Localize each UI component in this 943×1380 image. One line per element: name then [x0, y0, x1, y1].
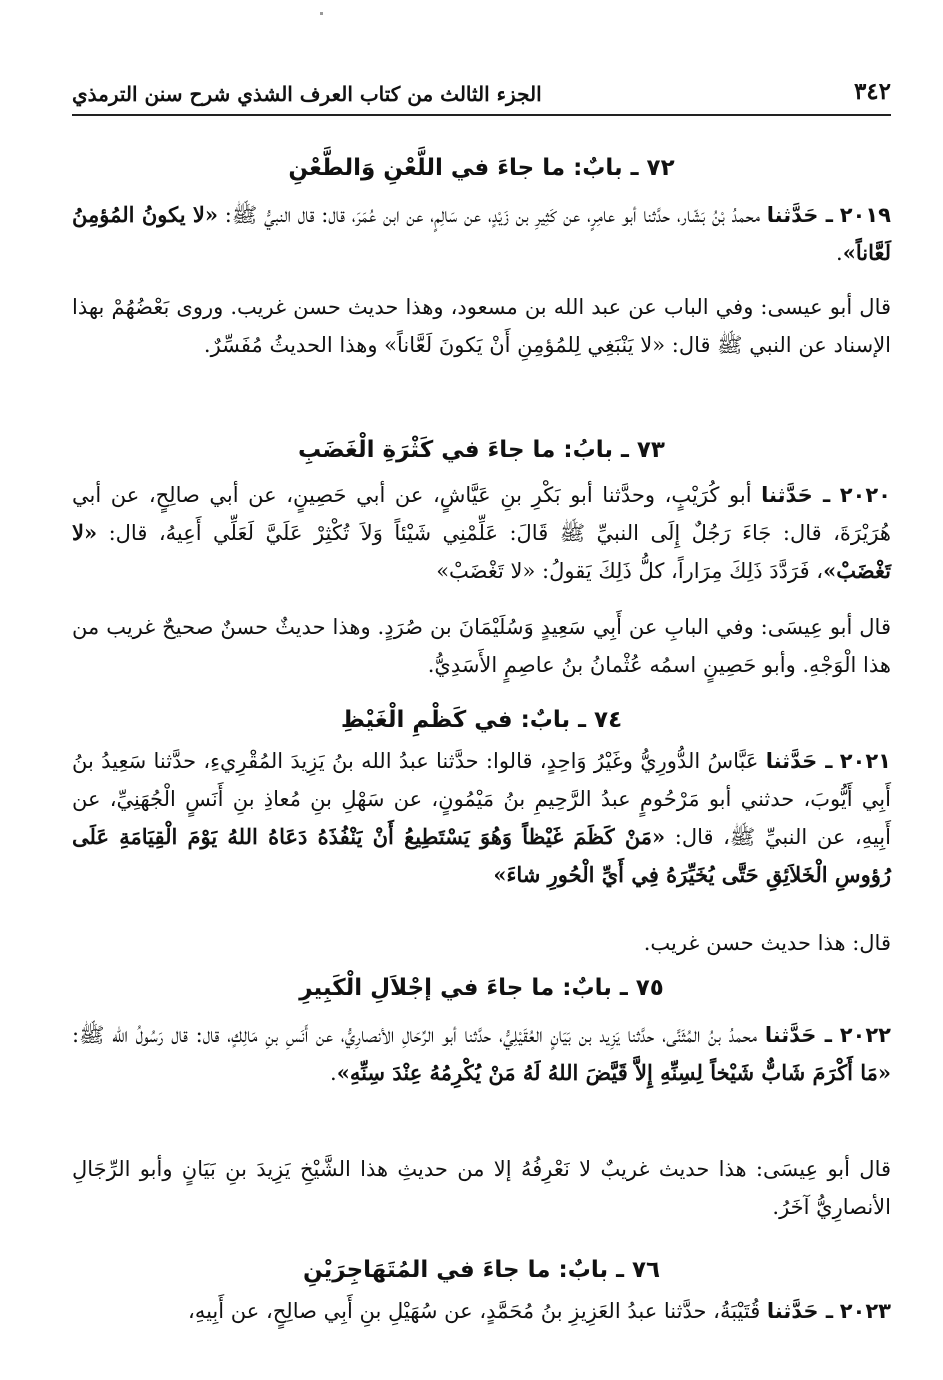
hadith-number: ٢٠٢١	[839, 749, 892, 773]
hadith-paragraph	[72, 1016, 891, 1092]
commentary-paragraph: قال أبو عيسى: وفي الباب عن عبد الله بن مسعود، وهذا حديث حسن غريب. وروى بَعْضُهُمْ بهذا الإسناد عن النبي ﷺ قال: «لا يَنْبَغِي لِلمُؤمِنِ أَنْ يَكونَ لَعَّاناً» وهذا الحديثُ مُفَسِّرٌ.	[72, 295, 891, 357]
hadith-paragraph	[72, 196, 891, 272]
hadith-text: أبو كُرَيْبٍ، وحدَّثنا أبو بَكْرِ بنِ عَيَّاشٍ، عن أبي حَصِينٍ، عن أبي صالِحٍ، عن أبي هُرَيْرَةَ، قال: جَاءَ رَجُلٌ إِلَى النبيِّ ﷺ قَالَ: عَلِّمْنِي شَيْئاً وَلاَ تُكْثِرْ عَلَيَّ لَعَلِّي أَعِيهُ، قال:	[72, 483, 891, 545]
hadith-quote: «مَنْ كَظَمَ غَيْظاً وَهُوَ يَسْتَطِيعُ أَنْ يَنْفُذَهُ دَعَاهُ اللهُ يَوْمَ الْقِيَامَةِ عَلَى رُؤوسِ الْخَلاَئِقِ حَتَّى يُخَيِّرَهُ فِي أَيِّ الْحُورِ شاءَ»	[72, 824, 891, 887]
hadith-tail: .	[330, 1061, 337, 1085]
section-72-hadith	[72, 196, 891, 272]
section-73-hadith	[72, 476, 891, 590]
page-number: ٣٤٢	[853, 78, 891, 105]
hadith-paragraph	[72, 742, 891, 894]
hadith-text: قُتَيْبَةُ، حدَّثنا عبدُ العَزِيزِ بنُ مُحَمَّدٍ، عن سُهَيْلِ بنِ أَبِي صالِحٍ، عن أَبِيهِ،	[188, 1299, 767, 1323]
hadith-text: عَبَّاسُ الدُّورِيُّ وغَيْرُ وَاحِدٍ، قالوا: حدَّثنا عبدُ الله بنُ يَزِيدَ المُقْرِيءِ، حدَّثنا سَعِيدُ بنُ أَبِي أَيُّوبَ، حدثني أبو مَرْحُومٍ عبدُ الرَّحِيمِ بنُ مَيْمُونٍ، عن سَهْلِ بنِ مُعاذِ بنِ أَنَسٍ الْجُهَنِيِّ، عن أَبِيهِ، عن النبيِّ ﷺ، قال:	[72, 749, 891, 849]
section-73-heading-block	[72, 428, 891, 472]
section-75-comment	[72, 1150, 891, 1226]
section-75-hadith	[72, 1016, 891, 1092]
section-72-heading-block	[72, 146, 891, 190]
hadith-lead: ـ حَدَّثنا	[764, 1023, 832, 1047]
section-74-hadith	[72, 742, 891, 894]
section-74-comment	[72, 924, 891, 962]
hadith-paragraph	[72, 1292, 891, 1330]
hadith-text: محمدُ بنُ المُثَنَّى، حدَّثنا يَزِيد بن بَيَانٍ العُقَيْلِيُّ، حدَّثنا أبو الرِّحَالِ الأنصارِيُّ، عن أَنَسِ بنِ مَالِكٍ، قال: قال رَسُولُ الله ﷺ:	[72, 1023, 765, 1047]
hadith-quote: «مَا أَكْرَمَ شَابٌّ شَيْخاً لِسِنِّهِ إِلاَّ قَيَّضَ اللهُ لَهُ مَنْ يُكْرِمُهُ عِنْدَ سِنِّهِ»	[336, 1060, 891, 1085]
hadith-lead: ـ حَدَّثنا	[766, 203, 833, 227]
hadith-tail: .	[836, 241, 843, 265]
section-heading: ٧٥ ـ بابٌ: ما جاءَ في إجْلاَلِ الْكَبِيرِ	[299, 975, 664, 1001]
running-header	[72, 78, 891, 116]
hadith-tail: ، فَرَدَّدَ ذَلِكَ مِرَاراً، كلُّ ذَلِكَ يَقولُ: «لا تَغْضَبْ»	[436, 559, 824, 583]
hadith-number: ٢٠٢٠	[839, 483, 891, 507]
section-heading: ٧٤ ـ بابٌ: في كَظْمِ الْغَيْظِ	[340, 707, 623, 733]
hadith-text: محمدُ بْنُ بَشّار، حدَّثنا أبو عامِرٍ، عن كَثِيرِ بن زَيْدٍ، عن سَالِمٍ، عن ابن عُمَرَ، قال: قال النبيُّ ﷺ:	[218, 203, 767, 227]
section-75-heading-block	[72, 966, 891, 1010]
hadith-paragraph	[72, 476, 891, 590]
hadith-number: ٢٠٢٣	[839, 1299, 891, 1323]
commentary-paragraph: قال أبو عِيسَى: وفي البابِ عن أَبِي سَعِيدٍ وَسُلَيْمَانَ بن صُرَدٍ. وهذا حديثٌ حسنٌ صحيحٌ غريب من هذا الْوَجْهِ. وأبو حَصِينٍ اسمُه عُثْمانُ بنُ عاصِمٍ الأَسَدِيُّ.	[72, 615, 891, 677]
scan-speck	[320, 12, 323, 15]
hadith-number: ٢٠٢٢	[839, 1023, 891, 1047]
section-72-comment	[72, 288, 891, 364]
hadith-lead: ـ حَدَّثنا	[765, 749, 833, 773]
section-73-comment	[72, 608, 891, 684]
hadith-lead: ـ حَدَّثنا	[761, 483, 831, 507]
commentary-paragraph: قال أبو عِيسَى: هذا حديث غريبٌ لا نَعْرِفُهُ إلا من حديثِ هذا الشَّيْخِ يَزِيدَ بنِ بَيَانٍ وأبو الرِّجَالِ الأنصارِيُّ آخَرُ.	[72, 1157, 891, 1219]
hadith-number: ٢٠١٩	[839, 203, 891, 227]
section-76-heading-block	[72, 1248, 891, 1292]
header-title: الجزء الثالث من كتاب العرف الشذي شرح سنن الترمذي	[72, 82, 542, 106]
hadith-quote: «لا تَغْضَبْ»	[72, 520, 891, 583]
section-heading: ٧٢ ـ بابٌ: ما جاءَ في اللَّعْنِ وَالطَّعْنِ	[288, 155, 675, 181]
hadith-lead: ـ حَدَّثنا	[766, 1299, 834, 1323]
section-76-hadith	[72, 1292, 891, 1330]
section-heading: ٧٣ ـ بابُ: ما جاءَ في كَثْرَةِ الْغَضَبِ	[298, 437, 665, 463]
hadith-quote: «لا يكونُ المُؤمِنُ لَعَّاناً»	[72, 202, 891, 265]
commentary-paragraph: قال: هذا حديث حسن غريب.	[643, 931, 891, 955]
section-heading: ٧٦ ـ بابٌ: ما جاءَ في المُتَهَاجِرَيْنِ	[302, 1257, 661, 1283]
section-74-heading-block	[72, 698, 891, 742]
